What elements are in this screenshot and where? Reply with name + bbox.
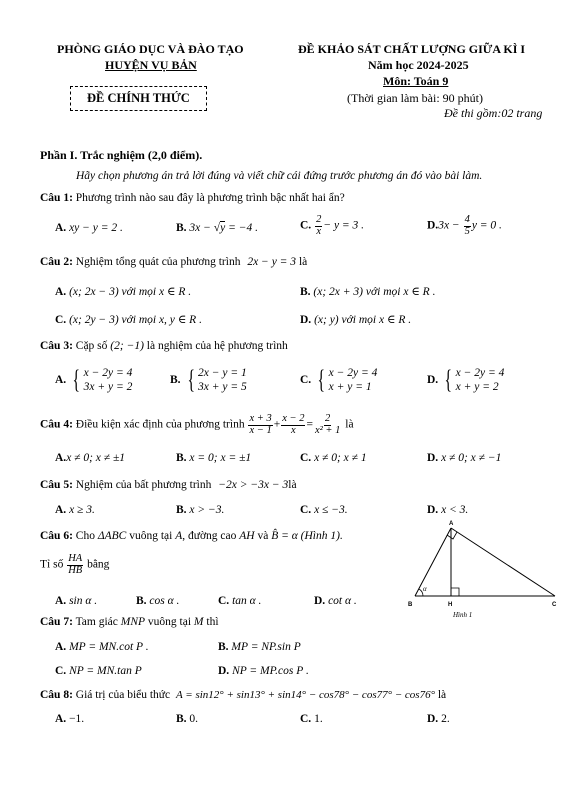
q1-option-a[interactable]: A. xy − y = 2 .: [55, 222, 123, 234]
question-1: [40, 192, 345, 204]
q6-option-d[interactable]: D. cot α .: [314, 595, 357, 607]
vertex-h: H: [448, 602, 453, 608]
question-7: Câu 7: Tam giác MNP vuông tại M thì: [40, 616, 219, 628]
brace-icon: {: [72, 365, 81, 395]
question-8: Câu 8: Giá trị của biểu thức A = sin12° + sin13° + sin14° − cos78° − cos77° − cos76° là: [40, 689, 447, 701]
q1-option-c[interactable]: C. $\frac{2}{x}$ − y = 3 .: [300, 214, 365, 237]
question-6: Câu 6: Cho ΔABC vuông tại A, đường cao AH và B̂ = α (Hình 1).: [40, 530, 343, 542]
q1-option-b[interactable]: B. 3x − √y = −4 .: [176, 222, 258, 234]
q2-option-c[interactable]: C. (x; 2y − 3) với mọi x, y ∈ R .: [55, 314, 202, 326]
question-2: Câu 2: Nghiệm tổng quát của phương trình 2x − y = 3 là: [40, 256, 308, 268]
sqrt-icon: √: [213, 222, 221, 234]
q5-option-b[interactable]: B. x > −3.: [176, 504, 225, 516]
brace-icon: {: [444, 365, 453, 395]
page-count: Đề thi gồm:02 trang: [444, 106, 543, 120]
q4-option-c[interactable]: C. x ≠ 0; x ≠ 1: [300, 452, 367, 464]
q8-option-d[interactable]: D. 2.: [427, 713, 450, 725]
q2-option-d[interactable]: D. (x; y) với mọi x ∈ R .: [300, 314, 412, 326]
q6-option-a[interactable]: A. sin α .: [55, 595, 98, 607]
q1-label: Câu 1:: [40, 192, 73, 204]
vertex-a: A: [449, 521, 454, 527]
q2-option-a[interactable]: A. (x; 2x − 3) với mọi x ∈ R .: [55, 286, 192, 298]
q8-option-b[interactable]: B. 0.: [176, 713, 199, 725]
question-3: Câu 3: Cặp số (2; −1) là nghiệm của hệ phương trình: [40, 340, 288, 352]
part1-title: Phần I. Trắc nghiệm (2,0 điểm).: [40, 148, 203, 162]
edge-ac: [451, 528, 555, 596]
q2-option-b[interactable]: B. (x; 2x + 3) với mọi x ∈ R .: [300, 286, 436, 298]
right-angle-h: [451, 588, 459, 596]
q7-option-d[interactable]: D. NP = MP.cos P .: [218, 665, 309, 677]
q8-option-c[interactable]: C. 1.: [300, 713, 323, 725]
q6-option-b[interactable]: B. cos α .: [136, 595, 180, 607]
q5-option-a[interactable]: A. x ≥ 3.: [55, 504, 95, 516]
q7-option-b[interactable]: B. MP = NP.sin P: [218, 641, 301, 653]
school-year: Năm học 2024-2025: [368, 58, 469, 72]
figure-1-triangle: [405, 518, 565, 623]
department-name: PHÒNG GIÁO DỤC VÀ ĐÀO TẠO: [57, 42, 244, 56]
q4-option-b[interactable]: B. x = 0; x = ±1: [176, 452, 252, 464]
q5-option-c[interactable]: C. x ≤ −3.: [300, 504, 348, 516]
figure-caption: Hình 1: [453, 611, 473, 619]
vertex-c: C: [552, 602, 557, 608]
brace-icon: {: [317, 365, 326, 395]
q1-option-d[interactable]: D.3x − $\frac{4}{5}$ y = 0 .: [427, 214, 502, 237]
q5-option-d[interactable]: D. x < 3.: [427, 504, 469, 516]
part1-instruction: Hãy chọn phương án trả lời đúng và viết chữ cái đứng trước phương án đó vào bài làm.: [76, 170, 483, 182]
brace-icon: {: [187, 365, 195, 395]
angle-alpha: α: [423, 585, 427, 593]
q7-option-a[interactable]: A. MP = MN.cot P .: [55, 641, 149, 653]
q7-option-c[interactable]: C. NP = MN.tan P: [55, 665, 142, 677]
exam-time: (Thời gian làm bài: 90 phút): [347, 91, 483, 105]
q3-option-c[interactable]: C. { x − 2y = 4 x + y = 1: [300, 365, 378, 395]
district-name: HUYỆN VỤ BẢN: [105, 58, 197, 72]
q6-ratio: Tỉ số $\frac{HA}{HB}$ bằng: [40, 553, 110, 576]
q3-option-a[interactable]: A. { x − 2y = 4 3x + y = 2: [55, 365, 133, 395]
q8-option-a[interactable]: A. −1.: [55, 713, 85, 725]
question-5: Câu 5: Nghiệm của bất phương trình −2x > −3x − 3là: [40, 479, 297, 491]
q6-option-c[interactable]: C. tan α .: [218, 595, 262, 607]
official-label: ĐỀ CHÍNH THỨC: [70, 86, 207, 111]
q3-option-b[interactable]: B. { 2x − y = 1 3x + y = 5: [170, 365, 247, 395]
q4-option-a[interactable]: A.x ≠ 0; x ≠ ±1: [55, 452, 126, 464]
q3-option-d[interactable]: D. { x − 2y = 4 x + y = 2: [427, 365, 505, 395]
q1-text: Phương trình nào sau đây là phương trình bậc nhất hai ẩn?: [75, 192, 345, 204]
q4-option-d[interactable]: D. x ≠ 0; x ≠ −1: [427, 452, 502, 464]
exam-title: ĐỀ KHẢO SÁT CHẤT LƯỢNG GIỮA KÌ I: [298, 42, 526, 56]
edge-ab: [415, 528, 451, 596]
question-4: Câu 4: Điều kiện xác định của phương trình $\frac{x + 3}{x - 1}$ + $\frac{x - 2}{x}$ = $\frac{2}{\text{x² + 1}}$ là: [40, 413, 354, 436]
vertex-b: B: [408, 602, 413, 608]
subject: Môn: Toán 9: [383, 74, 449, 88]
